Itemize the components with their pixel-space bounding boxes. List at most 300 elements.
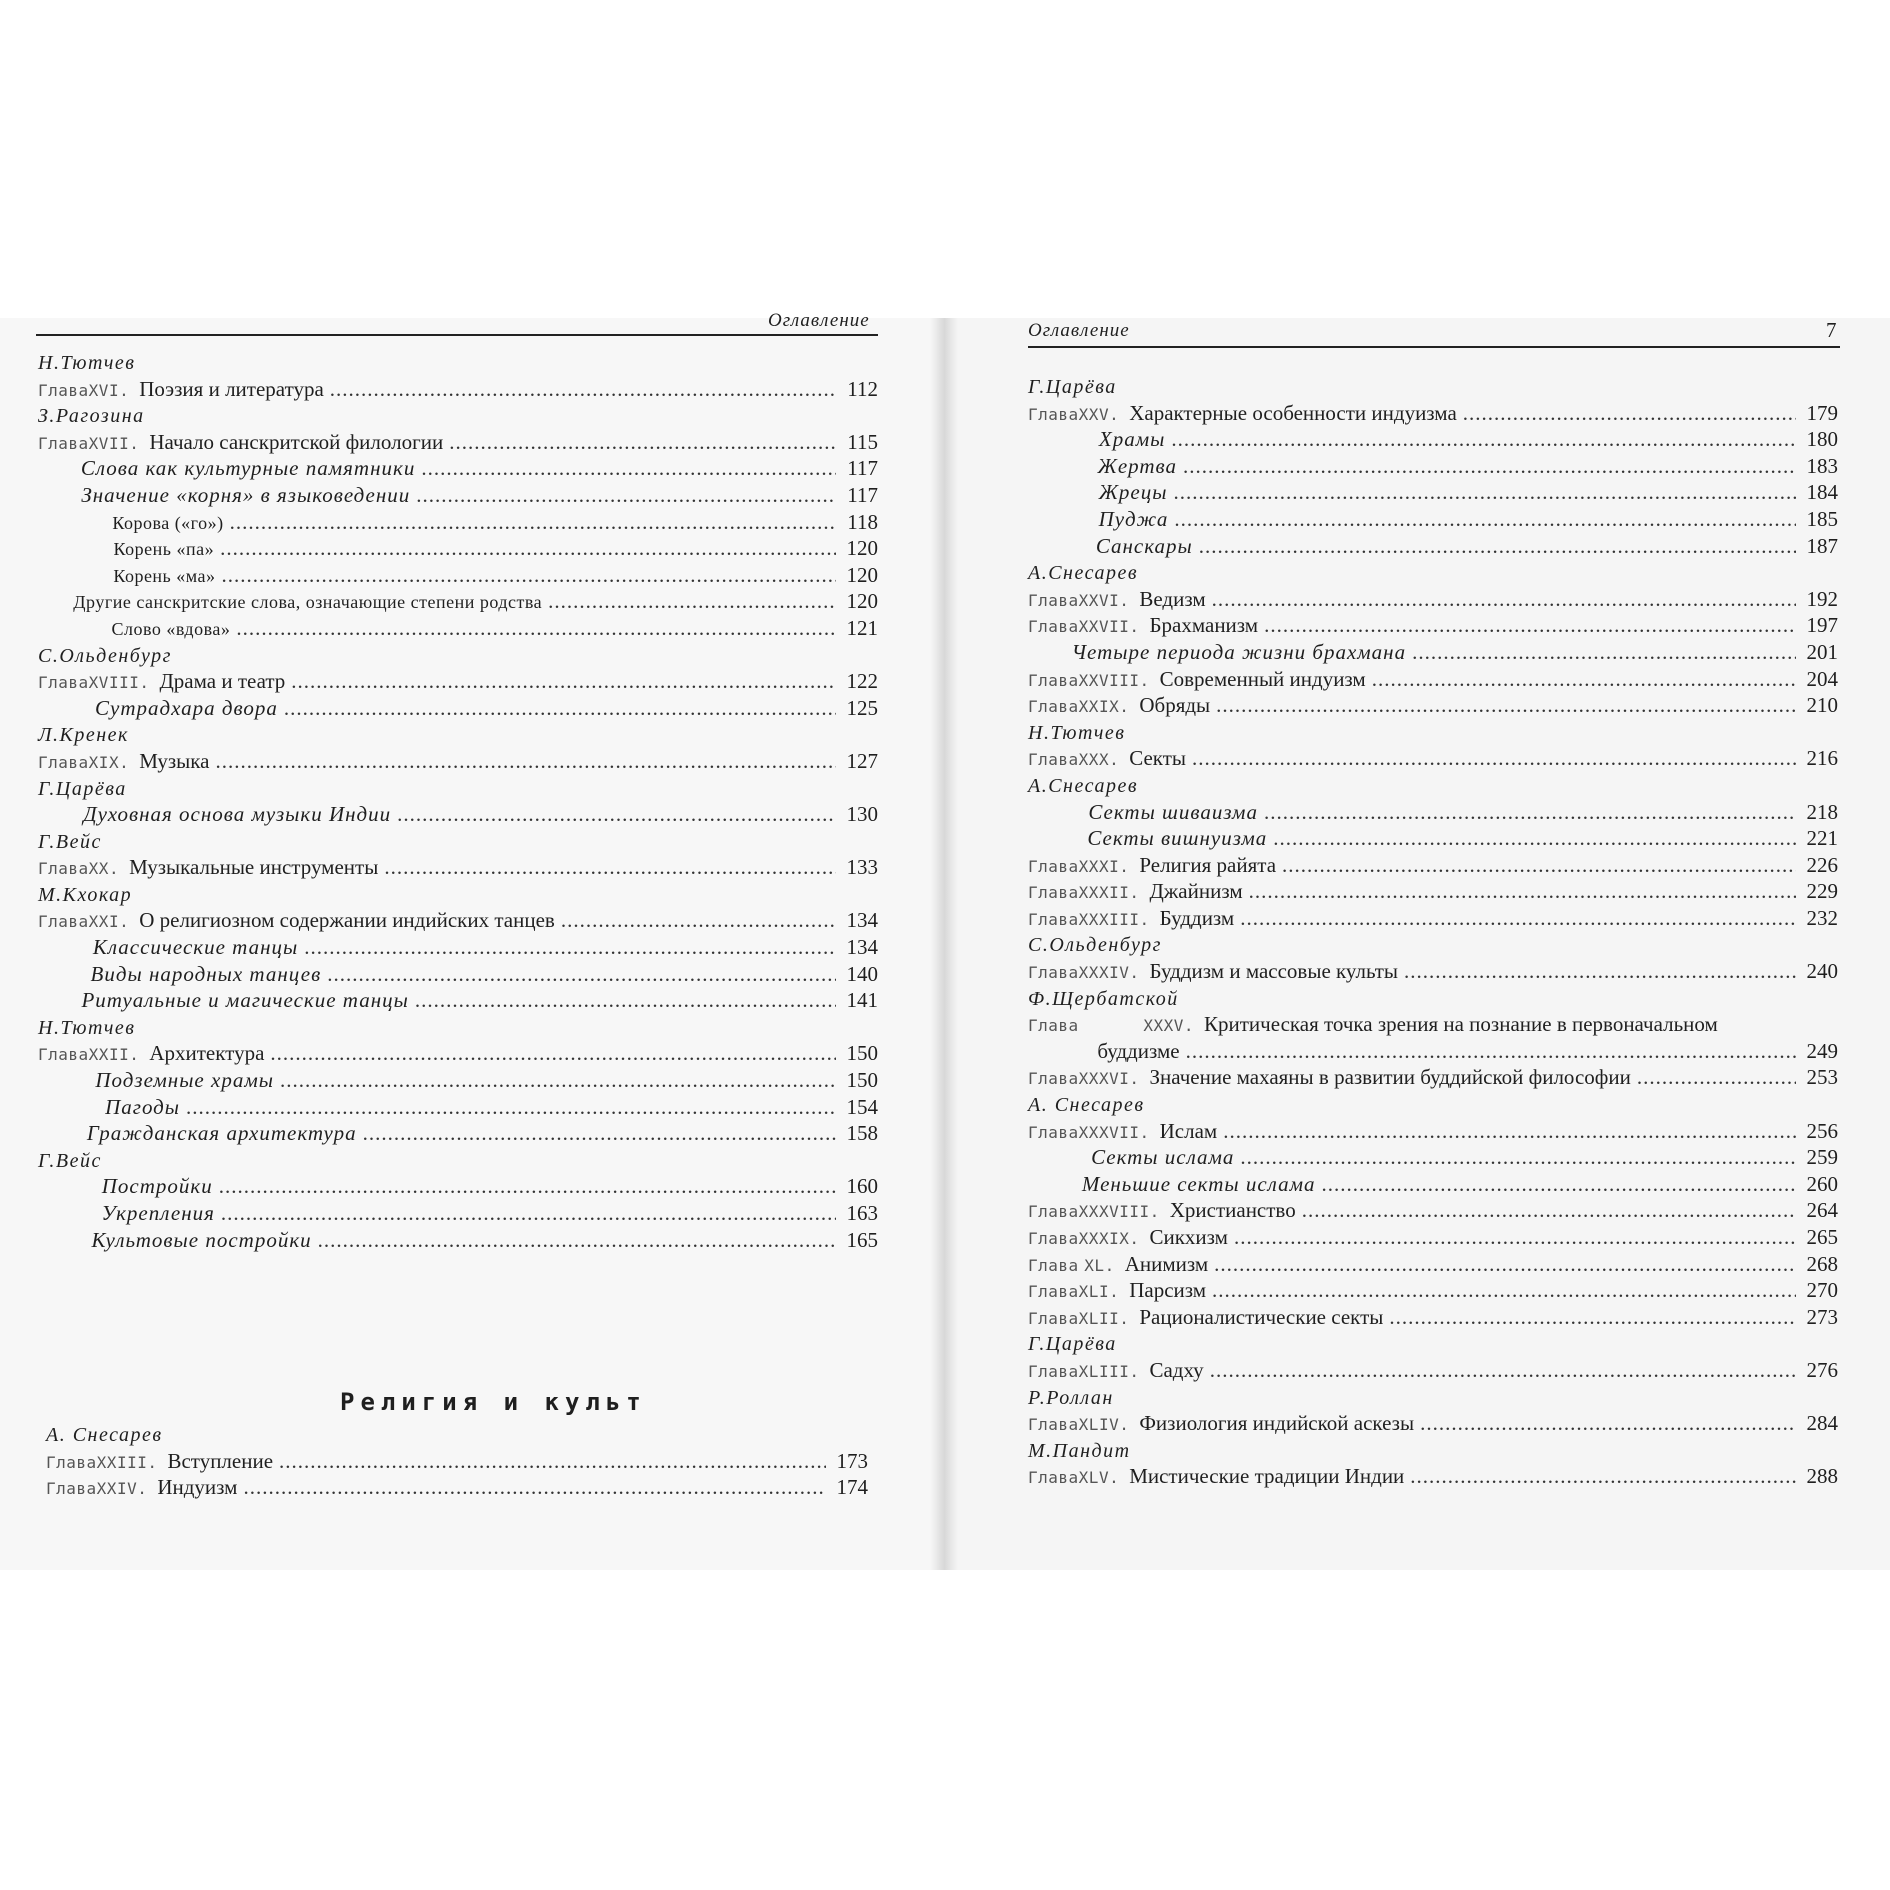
toc-sub-entry [1028,507,1838,534]
entry-title: Индуизм [157,1475,238,1500]
toc-chapter-entry [38,669,878,696]
chapter-word: Глава [1028,1069,1079,1089]
chapter-number: XXXII. [1078,883,1140,903]
toc-chapter-entry [1028,667,1838,694]
page-number: 192 [1806,586,1838,611]
entry-title: Вступление [167,1448,274,1473]
dot-leader [221,1201,836,1226]
entry-title: Парсизм [1129,1278,1207,1303]
chapter-word: Глава [38,673,89,693]
entry-title: Виды народных танцев [90,961,322,986]
page-number: 121 [846,615,878,640]
toc-chapter-entry [1028,1411,1838,1438]
entry-title: Пагоды [105,1094,181,1119]
page-number: 229 [1806,879,1838,904]
toc-sub-entry [38,563,878,590]
toc-chapter-entry [46,1449,868,1476]
toc-chapter-entry [1028,906,1838,933]
author-label: Г.Царёва [38,777,127,800]
dot-leader [421,456,836,481]
toc-chapter-entry [38,1041,878,1068]
author-label: Ф.Щербатской [1028,987,1179,1010]
page-number: 179 [1806,400,1838,425]
dot-leader [1410,1464,1796,1489]
dot-leader [327,962,836,987]
page-number: 125 [846,695,878,720]
dot-leader [449,430,836,455]
chapter-number: XXX. [1078,750,1120,770]
dot-leader [1174,507,1796,532]
author-name [1028,986,1838,1013]
toc-chapter-entry [38,377,878,404]
page-number: 232 [1806,905,1838,930]
author-label: Г.Царёва [1028,376,1117,398]
left-toc-list [38,350,878,1254]
entry-title: Секты ислама [1091,1145,1235,1170]
dot-leader [1321,1172,1796,1197]
entry-title: Брахманизм [1149,613,1259,638]
chapter-word: Глава [1028,697,1079,717]
entry-title: Секты [1129,746,1186,771]
toc-chapter-entry [1028,1358,1838,1385]
toc-sub-entry [38,456,878,483]
entry-title: Буддизм [1159,905,1235,930]
dot-leader [1183,454,1796,479]
entry-title: Ислам [1159,1118,1218,1143]
dot-leader [561,908,836,933]
chapter-word: Глава [1028,1202,1079,1222]
chapter-word: Глава [1028,909,1079,929]
dot-leader [222,563,836,588]
entry-title: Буддизм и массовые культы [1149,959,1399,984]
toc-sub-entry [38,510,878,537]
entry-title: Санскары [1095,533,1193,558]
toc-sub-entry [1028,454,1838,481]
entry-title: О религиозном содержании индийских танцев [139,908,555,933]
dot-leader [363,1121,836,1146]
author-name [46,1422,868,1449]
entry-title: Секты шиваизма [1088,799,1258,824]
page-number: 134 [846,908,878,933]
toc-sub-entry [38,1121,878,1148]
entry-title: Характерные особенности индуизма [1129,400,1457,425]
entry-title: Значение махаяны в развитии буддийской философии [1149,1065,1631,1090]
entry-title: Джайнизм [1149,879,1243,904]
entry-title: Ведизм [1139,586,1206,611]
page-number: 184 [1806,480,1838,505]
chapter-number: XXXVI. [1078,1069,1140,1089]
dot-leader [1240,906,1796,931]
chapter-number: XXIII. [96,1452,158,1472]
entry-title: Слово «вдова» [111,618,231,639]
chapter-number: XVIII. [88,673,150,693]
dot-leader [416,483,836,508]
author-label: Н.Тютчев [1028,721,1126,744]
toc-sub-entry [38,536,878,563]
chapter-word: Глава [38,380,89,400]
chapter-word: Глава [1028,856,1079,876]
entry-title: Физиология индийской аскезы [1139,1411,1415,1436]
chapter-word: Глава [1028,617,1079,637]
page-number: 133 [846,855,878,880]
page-number: 185 [1806,506,1838,531]
page-number: 197 [1806,613,1838,638]
toc-sub-entry [1028,1172,1838,1199]
toc-sub-entry [1028,826,1838,853]
right-toc-list [1028,374,1838,1491]
right-running-head: Оглавление [1028,320,1130,341]
page-number: 150 [846,1041,878,1066]
chapter-number: XXIX. [1078,697,1130,717]
toc-sub-entry [38,962,878,989]
page-number: 134 [846,935,878,960]
author-label: А. Снесарев [1028,1094,1145,1117]
entry-title: Сикхизм [1149,1225,1228,1249]
entry-title: Секты вишнуизма [1087,826,1268,851]
page-number: 117 [847,482,878,507]
author-name [1028,560,1838,587]
page-number: 173 [836,1448,868,1473]
toc-sub-entry [1028,427,1838,454]
author-label: Г.Царёва [1028,1333,1117,1356]
chapter-word: Глава [1028,883,1079,903]
dot-leader [1199,534,1796,559]
dot-leader [1372,667,1796,692]
chapter-word: Глава [1028,1016,1079,1036]
chapter-word: Глава [38,433,89,453]
toc-sub-entry [38,1174,878,1201]
toc-chapter-entry [1028,746,1838,773]
toc-chapter-entry [1028,613,1838,640]
page-number: 140 [846,961,878,986]
dot-leader [1273,826,1796,851]
author-name [38,722,878,749]
entry-title: Четыре периода жизни брахмана [1071,639,1407,664]
dot-leader [1216,693,1796,718]
toc-chapter-entry [1028,1225,1838,1252]
toc-chapter-entry [1028,1252,1838,1279]
page-number: 256 [1806,1118,1838,1143]
dot-leader [1412,640,1796,665]
author-name [38,882,878,909]
entry-title: Рационалистические секты [1139,1304,1384,1329]
toc-chapter-entry [1028,1278,1838,1305]
page-number: 115 [847,429,878,454]
entry-title: Храмы [1098,427,1166,452]
page-number: 240 [1806,959,1838,984]
chapter-number: XXIV. [96,1479,148,1499]
toc-chapter-entry [1028,853,1838,880]
entry-title: Культовые постройки [91,1227,312,1252]
toc-chapter-entry [1028,1065,1838,1092]
dot-leader [1173,480,1796,505]
author-name [1028,1385,1838,1412]
toc-chapter-entry [1028,1119,1838,1146]
dot-leader [330,377,836,402]
right-page-number: 7 [1826,318,1837,342]
page-number: 160 [846,1174,878,1199]
toc-sub-entry [38,802,878,829]
dot-leader [1214,1252,1796,1277]
entry-title: Христианство [1169,1198,1296,1223]
dot-leader [1234,1225,1796,1250]
entry-title: Садху [1149,1357,1204,1382]
page-number: 268 [1806,1251,1838,1276]
toc-sub-entry [38,988,878,1015]
page-number: 265 [1806,1225,1838,1249]
entry-title: Пуджа [1098,506,1169,531]
chapter-number: XLI. [1078,1282,1120,1302]
dot-leader [236,616,836,641]
entry-title: Укрепления [101,1201,215,1225]
author-name [38,776,878,803]
page-number: 270 [1806,1278,1838,1303]
toc-chapter-entry [1028,1305,1838,1332]
dot-leader [1212,587,1796,612]
author-label: С.Ольденбург [1028,934,1162,957]
entry-title: Значение «корня» в языковедении [81,482,411,507]
toc-chapter-entry-continued [1028,1039,1838,1066]
dot-leader [270,1041,836,1066]
toc-sub-entry [38,483,878,510]
page-number: 273 [1806,1304,1838,1329]
chapter-word: Глава [1028,1122,1079,1142]
chapter-number: XXVI. [1078,590,1130,610]
author-label: С.Ольденбург [38,644,172,667]
page-number: 122 [846,669,878,694]
toc-chapter-entry [38,749,878,776]
chapter-number: XXVIII. [1078,670,1150,690]
toc-chapter-entry [1028,401,1838,428]
author-label: Г.Вейс [38,1149,102,1172]
entry-title: Подземные храмы [95,1068,274,1093]
entry-title: Ритуальные и магические танцы [81,988,409,1013]
dot-leader [1192,746,1796,771]
page-number: 180 [1806,427,1838,452]
page-number: 218 [1806,799,1838,824]
toc-chapter-entry [1028,1464,1838,1491]
chapter-number: XXI. [88,912,130,932]
dot-leader [1171,427,1796,452]
right-header-rule [1028,346,1840,348]
page-number: 150 [846,1068,878,1093]
chapter-number: XVI. [88,380,130,400]
author-label: З.Рагозина [38,405,145,428]
author-name [1028,374,1838,401]
author-name [38,829,878,856]
chapter-word: Глава [1028,963,1079,983]
toc-sub-entry [38,589,878,616]
entry-title: Музыка [139,748,210,773]
dot-leader [291,669,836,694]
toc-sub-entry [1028,640,1838,667]
dot-leader [1463,401,1796,426]
page-number: 253 [1806,1065,1838,1090]
page-number: 165 [846,1227,878,1252]
chapter-number: XVII. [88,433,140,453]
chapter-word: Глава [38,752,89,772]
toc-sub-entry [38,616,878,643]
page-number: 118 [847,509,878,534]
author-name [1028,773,1838,800]
author-label: Н.Тютчев [38,352,136,374]
chapter-word: Глава [38,1045,89,1065]
dot-leader [1264,800,1796,825]
page-number: 249 [1806,1038,1838,1063]
page-number: 187 [1806,533,1838,558]
book-gutter [930,318,958,1570]
entry-title: Меньшие секты ислама [1081,1171,1316,1196]
dot-leader [243,1475,826,1500]
entry-title: Другие санскритские слова, означающие степени родства [73,592,543,613]
entry-title-continued: буддизме [1097,1038,1180,1063]
chapter-number: XXXVII. [1078,1122,1150,1142]
toc-chapter-entry [1028,1012,1838,1039]
chapter-number: XLV. [1078,1468,1120,1488]
author-label: Л.Кренек [38,724,129,747]
entry-title: Религия райята [1139,852,1277,877]
dot-leader [548,589,836,614]
toc-chapter-entry [38,430,878,457]
dot-leader [1186,1039,1796,1064]
author-label: Р.Роллан [1028,1386,1114,1409]
page-number: 260 [1806,1171,1838,1196]
page-number: 276 [1806,1357,1838,1382]
toc-sub-entry [38,1228,878,1255]
author-label: А. Снесарев [46,1424,163,1446]
author-label: А.Снесарев [1028,774,1139,797]
dot-leader [1249,879,1796,904]
chapter-word: Глава [1028,750,1079,770]
author-name [38,1015,878,1042]
page-number: 120 [846,589,878,614]
entry-title: Гражданская архитектура [86,1121,357,1146]
toc-sub-entry [1028,1145,1838,1172]
page-number: 183 [1806,453,1838,478]
toc-chapter-entry [46,1475,868,1502]
chapter-word: Глава [1028,1361,1079,1381]
toc-chapter-entry [38,908,878,935]
chapter-number: XL. [1084,1255,1115,1275]
toc-sub-entry [38,1095,878,1122]
toc-chapter-entry [1028,959,1838,986]
left-running-head: Оглавление [768,310,870,331]
chapter-word: Глава [1028,1255,1079,1275]
entry-title: Сутрадхара двора [95,695,278,720]
author-label: М.Кхокар [38,883,133,906]
page-number: 221 [1806,826,1838,851]
dot-leader [1212,1278,1796,1303]
page-number: 226 [1806,852,1838,877]
page-number: 210 [1806,693,1838,718]
author-name [38,403,878,430]
toc-sub-entry [38,935,878,962]
entry-title: Архитектура [149,1041,265,1066]
page-number: 112 [847,376,878,401]
chapter-word: Глава [1028,1282,1079,1302]
entry-title: Драма и театр [159,669,286,694]
left-header-rule [36,334,878,336]
dot-leader [280,1068,836,1093]
chapter-word: Глава [38,912,89,932]
page-number: 130 [846,802,878,827]
entry-title: Начало санскритской филологии [149,429,444,454]
entry-title: Классические танцы [92,935,299,960]
author-name [38,643,878,670]
chapter-word: Глава [1028,1229,1079,1248]
page-number: 141 [846,988,878,1013]
entry-title: Критическая точка зрения на познание в первоначальном [1204,1012,1718,1037]
chapter-word: Глава [1028,670,1079,690]
page-number: 204 [1806,666,1838,691]
dot-leader [284,696,836,721]
chapter-number: XXXIX. [1078,1229,1140,1248]
page-number: 120 [846,536,878,561]
entry-title: Слова как культурные памятники [80,456,416,481]
page-number: 264 [1806,1198,1838,1223]
toc-chapter-entry [1028,879,1838,906]
dot-leader [186,1095,836,1120]
author-label: Г.Вейс [38,830,102,853]
toc-sub-entry [1028,534,1838,561]
entry-title: Корень «па» [113,539,215,560]
entry-title: Жрецы [1098,480,1168,505]
dot-leader [1210,1358,1796,1383]
section-title: Религия и культ [340,1388,647,1416]
toc-chapter-entry [1028,1198,1838,1225]
entry-title: Корова («го») [112,512,224,533]
dot-leader [304,935,836,960]
entry-title: Анимизм [1124,1251,1209,1276]
chapter-number: XLII. [1078,1308,1130,1328]
toc-chapter-entry [1028,693,1838,720]
author-label: Н.Тютчев [38,1016,136,1039]
dot-leader [384,855,836,880]
page-number: 284 [1806,1411,1838,1436]
dot-leader [1637,1065,1796,1090]
author-name [1028,1331,1838,1358]
chapter-number: XXXV. [1143,1016,1194,1036]
dot-leader [1404,959,1796,984]
page-number: 154 [846,1094,878,1119]
author-label: М.Пандит [1028,1439,1131,1462]
page-number: 163 [846,1201,878,1225]
author-name [38,350,878,377]
chapter-number: XX. [88,859,120,879]
dot-leader [230,510,836,535]
chapter-number: XXII. [88,1045,140,1065]
chapter-number: XLIII. [1078,1361,1140,1381]
entry-title: Современный индуизм [1159,666,1366,691]
entry-title: Духовная основа музыки Индии [83,802,392,827]
page-number: 158 [846,1121,878,1146]
dot-leader [220,536,836,561]
toc-chapter-entry [38,855,878,882]
entry-title: Корень «ма» [113,565,216,586]
page-number: 117 [847,456,878,481]
entry-title: Жертва [1097,453,1178,478]
dot-leader [215,749,836,774]
page-number: 201 [1806,639,1838,664]
page-number: 120 [846,562,878,587]
chapter-number: XXXVIII. [1078,1202,1160,1222]
chapter-word: Глава [1028,1415,1079,1435]
entry-title: Обряды [1139,693,1211,718]
chapter-number: XXVII. [1078,617,1140,637]
dot-leader [1282,853,1796,878]
page-number: 174 [836,1475,868,1500]
dot-leader [1302,1198,1796,1223]
